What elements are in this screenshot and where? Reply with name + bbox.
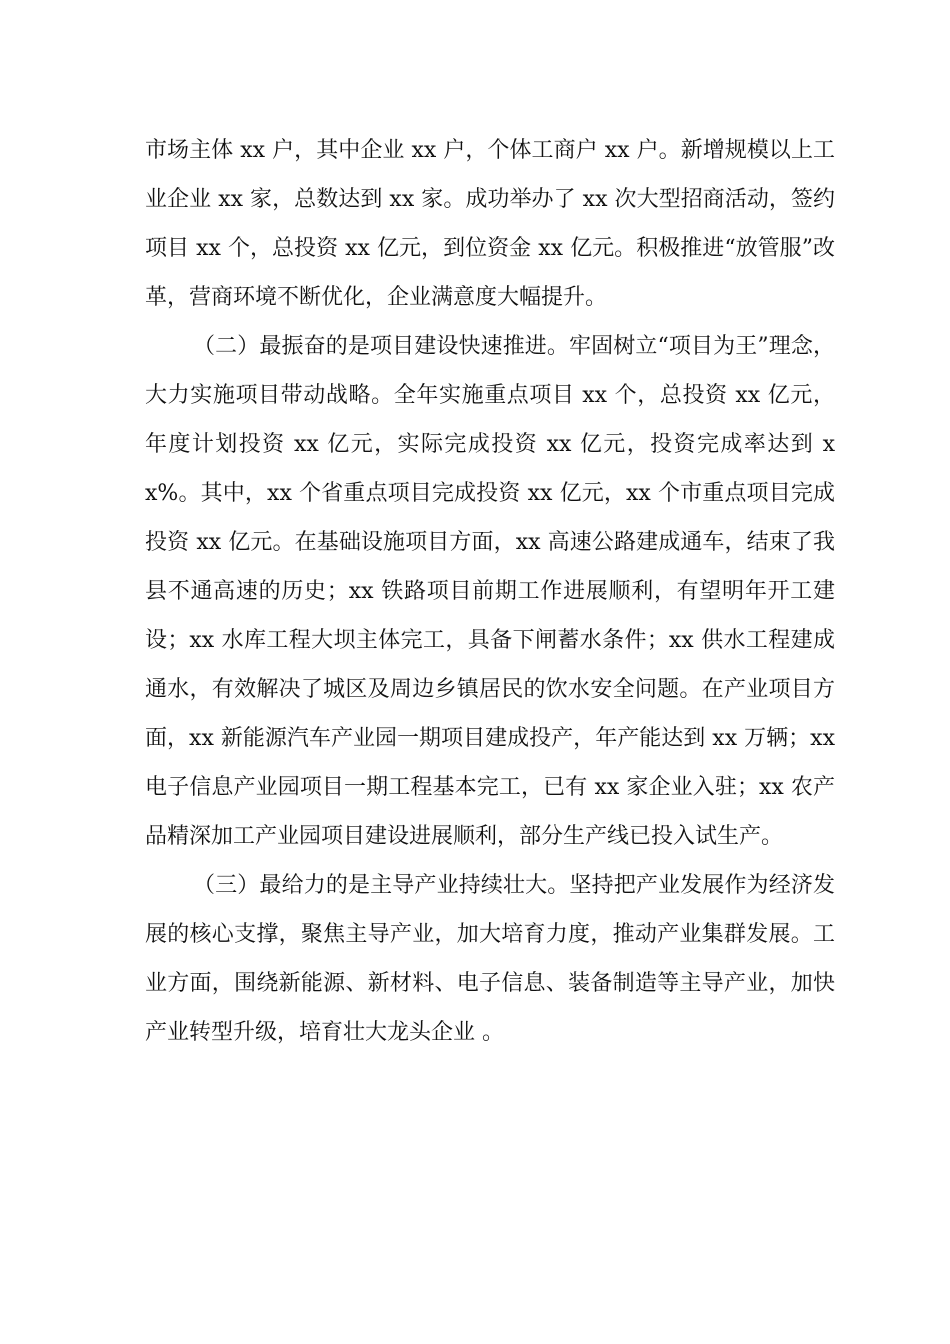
paragraph-market-entities: 市场主体 xx 户，其中企业 xx 户，个体工商户 xx 户。新增规模以上工业企业 xx 家，总数达到 xx 家。成功举办了 xx 次大型招商活动，签约项目 xx 个，总投资 xx 亿元，到位资金 xx 亿元。积极推进“放管服”改革，营商环境不断优化，企业满意度大幅提升。 xyxy=(145,138,835,310)
document-page xyxy=(145,126,835,1057)
paragraph-leading-industries: （三）最给力的是主导产业持续壮大。坚持把产业发展作为经济发展的核心支撑，聚焦主导产业，加大培育力度，推动产业集群发展。工业方面，围绕新能源、新材料、电子信息、装备制造等主导产业，加快产业转型升级，培育壮大龙头企业 。 xyxy=(145,873,835,1045)
paragraph-project-construction: （二）最振奋的是项目建设快速推进。牢固树立“项目为王”理念，大力实施项目带动战略。全年实施重点项目 xx 个，总投资 xx 亿元，年度计划投资 xx 亿元，实际完成投资 xx 亿元，投资完成率达到 xx%。其中，xx 个省重点项目完成投资 xx 亿元，xx 个市重点项目完成投资 xx 亿元。在基础设施项目方面，xx 高速公路建成通车，结束了我县不通高速的历史；xx 铁路项目前期工作进展顺利，有望明年开工建设；xx 水库工程大坝主体完工，具备下闸蓄水条件；xx 供水工程建成通水，有效解决了城区及周边乡镇居民的饮水安全问题。在产业项目方面，xx 新能源汽车产业园一期项目建成投产，年产能达到 xx 万辆；xx 电子信息产业园项目一期工程基本完工，已有 xx 家企业入驻；xx 农产品精深加工产业园项目建设进展顺利，部分生产线已投入试生产。 xyxy=(145,334,835,849)
